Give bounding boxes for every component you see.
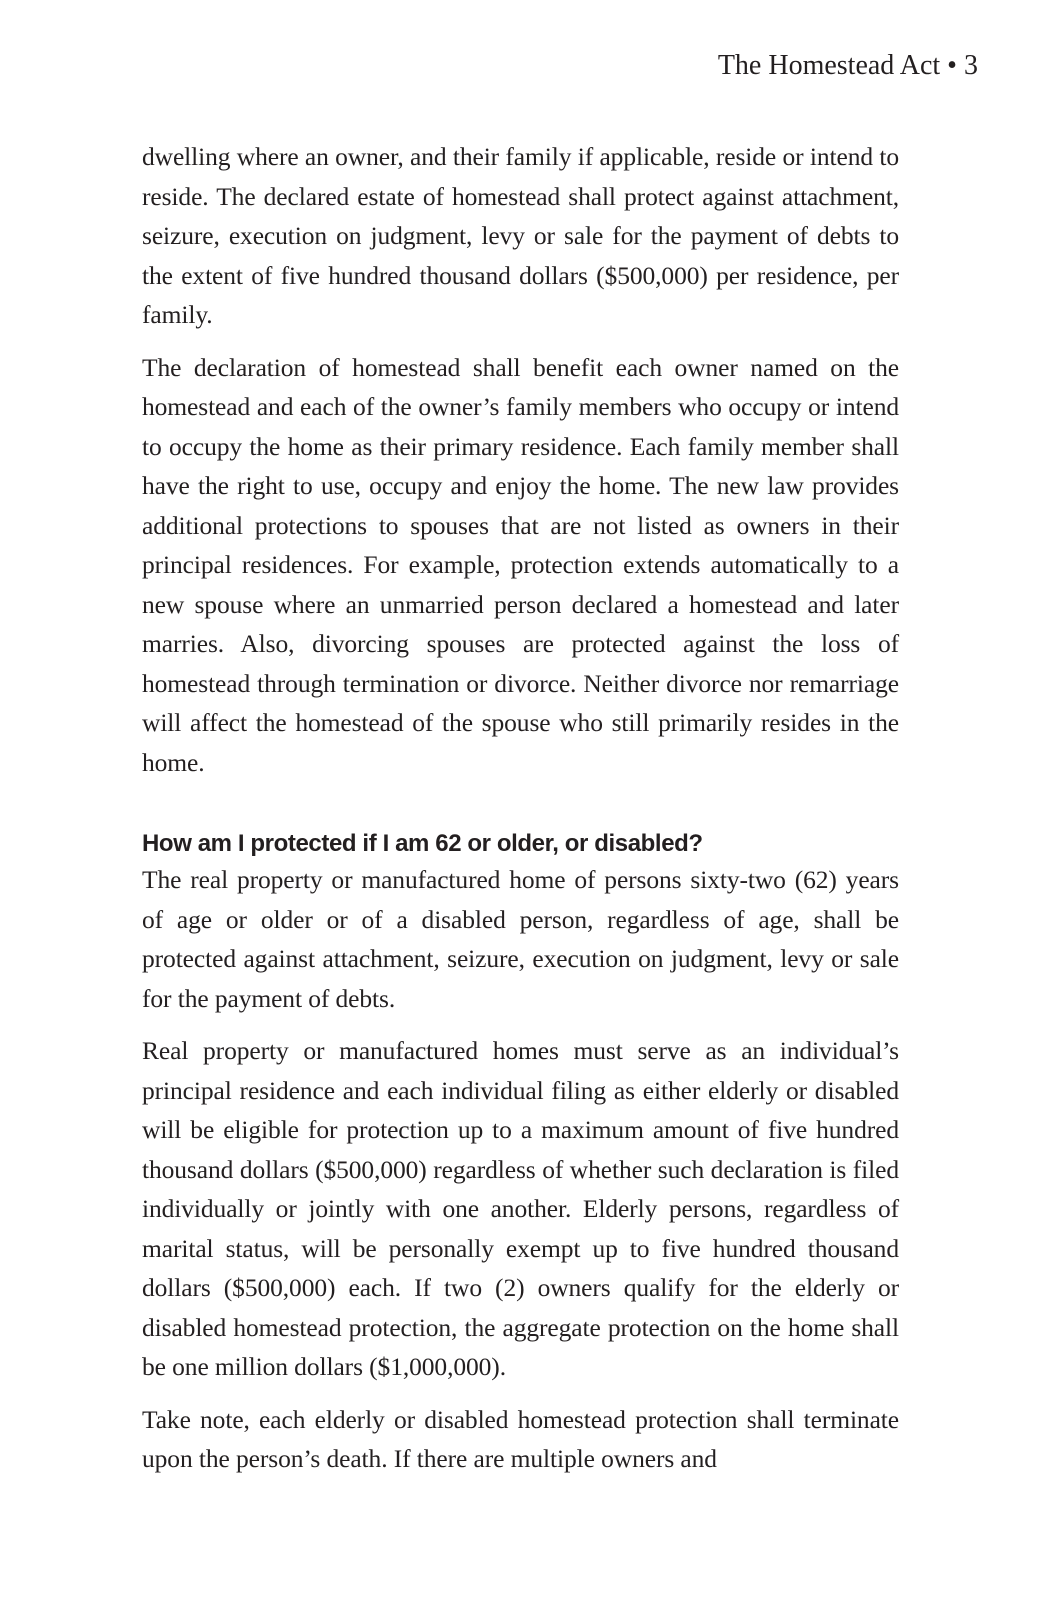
paragraph-principal-residence: Real property or manufactured homes must serve as an individual’s principal residence and each individual filing as either elderly or disabled will be eligible for protection up to a maximum amount of five hundred thousand dollars ($500,000) regardless of whether such declaration is filed individually or jointly with one another. Elderly persons, regardless of marital status, will be personally exempt up to five hundred thousand dollars ($500,000) each. If two (2) owners qualify for the elderly or disabled homestead protection, the aggregate protection on the home shall be one million dollars ($1,000,000). [142, 1036, 899, 1381]
paragraph-termination-note: Take note, each elderly or disabled homestead protection shall terminate upon the person’s death. If there are multiple owners and [142, 1404, 899, 1473]
page-body [142, 137, 899, 1479]
paragraph-elderly-protection: The real property or manufactured home of persons sixty-two (62) years of age or older or of a disabled person, regardless of age, shall be protected against attachment, seizure, execution on judgment, levy or sale for the payment of debts. [142, 865, 899, 1013]
paragraph-homestead-protection: dwelling where an owner, and their family if applicable, reside or intend to reside. The declared estate of homestead shall protect against attachment, seizure, execution on judgment, levy or sale for the payment of debts to the extent of five hundred thousand dollars ($500,000) per residence, per family. [142, 142, 899, 329]
paragraph-declaration-benefit: The declaration of homestead shall benefit each owner named on the homestead and each of the owner’s family members who occupy or intend to occupy the home as their primary residence. Each family member shall have the right to use, occupy and enjoy the home. The new law provides additional protections to spouses that are not listed as owners in their principal residences. For example, protection extends automatically to a new spouse where an unmarried person declared a homestead and later marries. Also, divorcing spouses are protected against the loss of homestead through termination or divorce. Neither divorce nor remarriage will affect the homestead of the spouse who still primarily resides in the home. [142, 352, 899, 777]
section-heading-elderly-disabled: How am I protected if I am 62 or older, or disabled? [142, 830, 703, 857]
running-header: The Homestead Act • 3 [717, 50, 978, 81]
